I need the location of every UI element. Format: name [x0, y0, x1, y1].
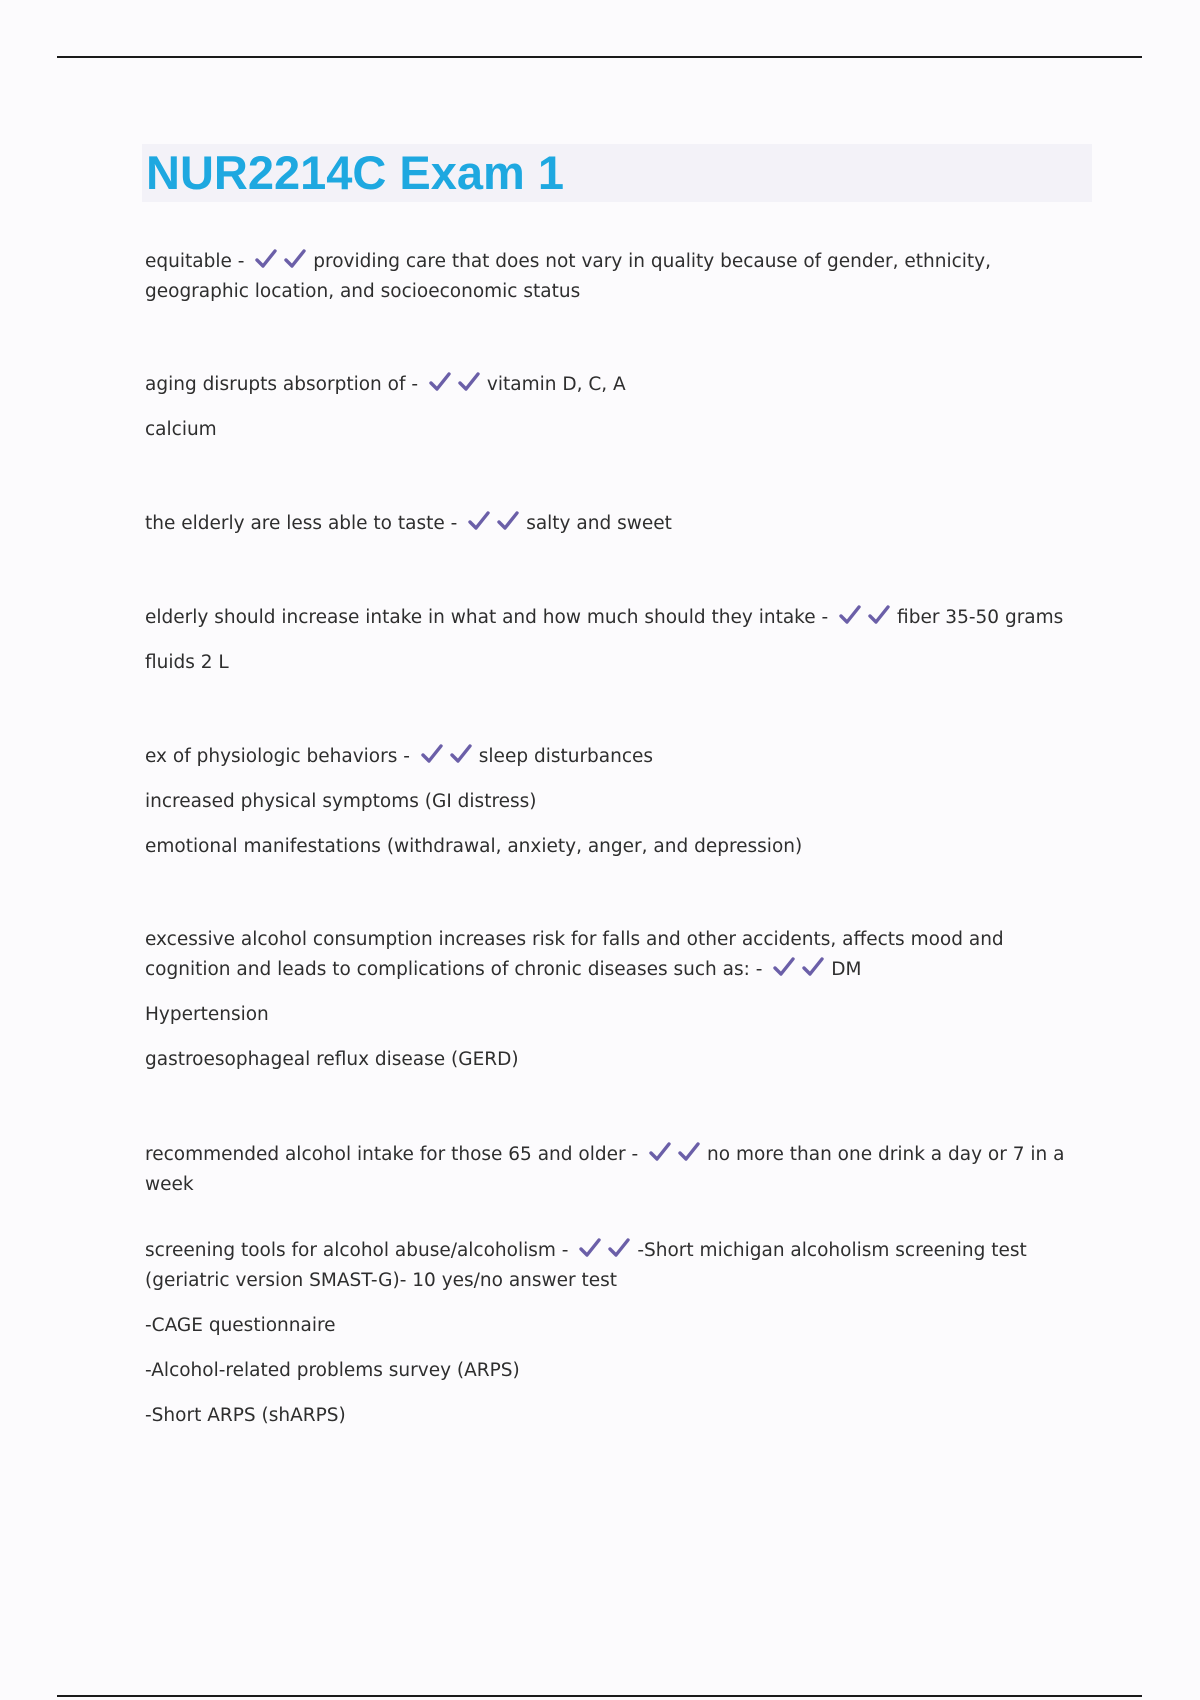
card-term: ex of physiologic behaviors - [145, 746, 416, 767]
card-answer: fiber 35-50 grams [897, 607, 1064, 628]
card-extra-line: gastroesophageal reflux disease (GERD) [145, 1049, 519, 1070]
card-answer: -Short michigan alcoholism screening test (geriatric version SMAST-G)- 10 yes/no answer test [145, 1240, 1027, 1291]
double-check-icon [420, 742, 476, 766]
flashcard [145, 509, 1095, 539]
card-extra-line: -Short ARPS (shARPS) [145, 1405, 346, 1426]
top-rule [57, 56, 1142, 58]
flashcard [145, 603, 1095, 678]
card-line [145, 509, 1095, 539]
card-line [145, 370, 1095, 400]
flashcard [145, 1236, 1095, 1431]
card-extra-line: Hypertension [145, 1004, 269, 1025]
double-check-icon [467, 509, 523, 533]
card-line [145, 1236, 1095, 1296]
double-check-icon [428, 370, 484, 394]
card-answer: salty and sweet [526, 513, 672, 534]
card-term: elderly should increase intake in what and how much should they intake - [145, 607, 835, 628]
flashcard [145, 925, 1095, 1075]
flashcard [145, 1140, 1095, 1200]
card-answer: no more than one drink a day or 7 in a week [145, 1144, 1065, 1195]
double-check-icon [578, 1236, 634, 1260]
double-check-icon [648, 1140, 704, 1164]
card-line [145, 742, 1095, 772]
flashcard [145, 247, 1095, 307]
bottom-rule [57, 1695, 1142, 1697]
card-term: screening tools for alcohol abuse/alcoholism - [145, 1240, 575, 1261]
card-line [145, 247, 1095, 307]
card-extra-line: fluids 2 L [145, 652, 229, 673]
card-term: recommended alcohol intake for those 65 and older - [145, 1144, 645, 1165]
double-check-icon [772, 955, 828, 979]
card-answer: DM [831, 959, 862, 980]
card-answer: providing care that does not vary in quality because of gender, ethnicity, geographic location, and socioeconomic status [145, 251, 992, 302]
flashcard [145, 742, 1095, 862]
card-line [145, 1140, 1095, 1200]
card-extra-line: emotional manifestations (withdrawal, anxiety, anger, and depression) [145, 836, 803, 857]
card-term: the elderly are less able to taste - [145, 513, 464, 534]
card-line [145, 925, 1095, 985]
card-extra-line: calcium [145, 419, 217, 440]
card-extra-line: increased physical symptoms (GI distress) [145, 791, 537, 812]
card-extra-line: -Alcohol-related problems survey (ARPS) [145, 1360, 520, 1381]
card-line [145, 603, 1095, 633]
card-term: equitable - [145, 251, 251, 272]
flashcard [145, 370, 1095, 445]
double-check-icon [838, 603, 894, 627]
card-extra-line: -CAGE questionnaire [145, 1315, 336, 1336]
double-check-icon [254, 247, 310, 271]
card-term: excessive alcohol consumption increases risk for falls and other accidents, affects mood and cognition and leads to complications of chronic diseases such as: - [145, 929, 1004, 980]
card-term: aging disrupts absorption of - [145, 374, 424, 395]
card-answer: vitamin D, C, A [486, 374, 626, 395]
page-title: NUR2214C Exam 1 [146, 146, 564, 199]
card-answer: sleep disturbances [478, 746, 654, 767]
